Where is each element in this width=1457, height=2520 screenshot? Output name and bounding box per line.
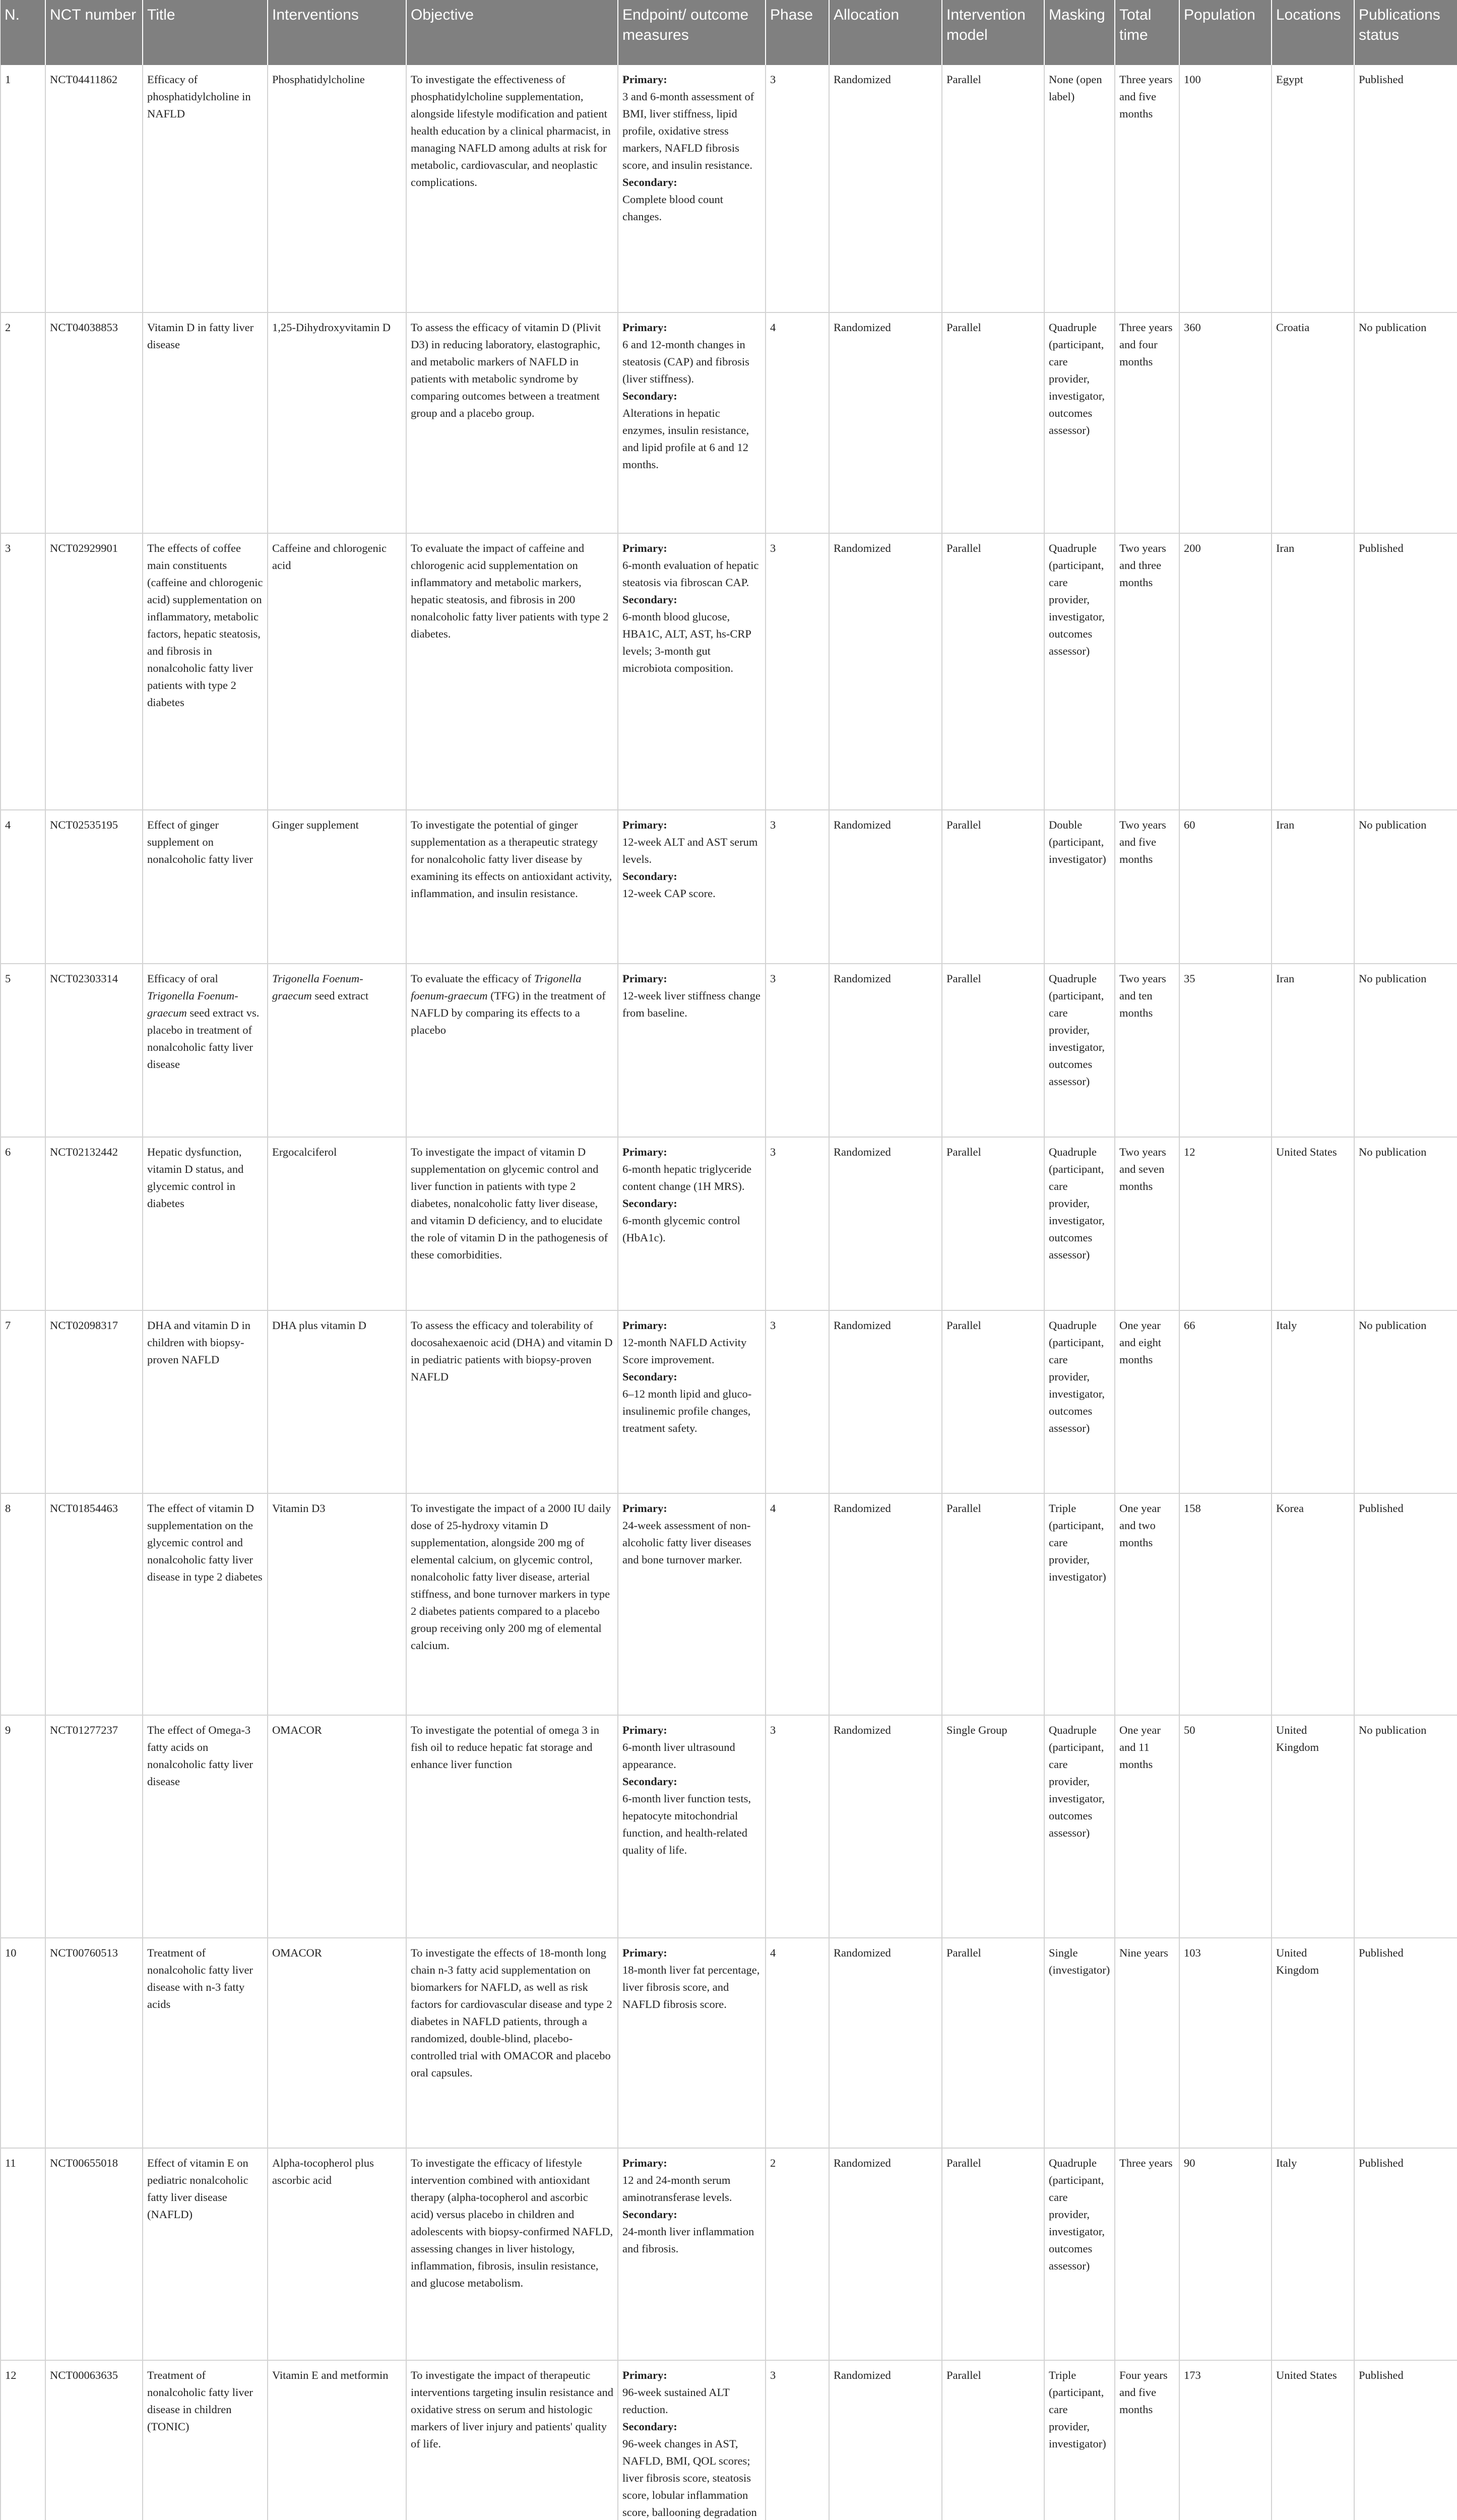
cell-title bbox=[143, 2360, 268, 2520]
cell-title bbox=[143, 2148, 268, 2360]
primary-label: Primary: bbox=[622, 1146, 667, 1158]
cell-objective bbox=[406, 1938, 618, 2148]
cell-title-segment: Hepatic dysfunction, vitamin D status, and glycemic control in diabetes bbox=[147, 1146, 244, 1210]
cell-phase: 3 bbox=[766, 1310, 829, 1493]
table-row bbox=[1, 1938, 1457, 2148]
cell-location: Italy bbox=[1272, 2148, 1354, 2360]
column-header: Objective bbox=[406, 0, 618, 65]
cell-endpoint bbox=[618, 964, 766, 1137]
column-header: NCT number bbox=[45, 0, 143, 65]
cell-intervention-model: Parallel bbox=[942, 533, 1044, 810]
cell-title-segment: Treatment of nonalcoholic fatty liver disease in children (TONIC) bbox=[147, 2369, 253, 2433]
cell-title bbox=[143, 1715, 268, 1938]
column-header: Intervention model bbox=[942, 0, 1044, 65]
cell-number: 4 bbox=[1, 810, 45, 964]
cell-interventions-segment: Vitamin D3 bbox=[272, 1502, 326, 1515]
cell-total-time: Two years and ten months bbox=[1115, 964, 1179, 1137]
cell-nct-number: NCT00063635 bbox=[45, 2360, 143, 2520]
column-header: Publications status bbox=[1354, 0, 1457, 65]
cell-location: Korea bbox=[1272, 1493, 1354, 1715]
column-header: Title bbox=[143, 0, 268, 65]
cell-nct-number: NCT04411862 bbox=[45, 65, 143, 312]
cell-intervention-model: Parallel bbox=[942, 1493, 1044, 1715]
cell-total-time: One year and two months bbox=[1115, 1493, 1179, 1715]
cell-objective bbox=[406, 65, 618, 312]
cell-allocation: Randomized bbox=[829, 1310, 942, 1493]
cell-interventions bbox=[268, 1493, 406, 1715]
cell-population: 60 bbox=[1179, 810, 1272, 964]
secondary-label: Secondary: bbox=[622, 1197, 677, 1210]
cell-masking: Triple (participant, care provider, investigator) bbox=[1044, 2360, 1115, 2520]
cell-interventions-segment: OMACOR bbox=[272, 1724, 322, 1736]
cell-objective bbox=[406, 1715, 618, 1938]
cell-phase: 3 bbox=[766, 2360, 829, 2520]
cell-interventions-segment: seed extract bbox=[311, 989, 369, 1002]
cell-phase: 3 bbox=[766, 65, 829, 312]
cell-intervention-model: Parallel bbox=[942, 1137, 1044, 1310]
cell-title-segment: Effect of vitamin E on pediatric nonalcoholic fatty liver disease (NAFLD) bbox=[147, 2157, 248, 2221]
primary-label: Primary: bbox=[622, 73, 667, 86]
primary-label: Primary: bbox=[622, 1724, 667, 1736]
cell-population: 90 bbox=[1179, 2148, 1272, 2360]
cell-allocation: Randomized bbox=[829, 65, 942, 312]
primary-measures: 6-month hepatic triglyceride content change (1H MRS). bbox=[622, 1163, 752, 1192]
cell-nct-number: NCT00760513 bbox=[45, 1938, 143, 2148]
cell-interventions-segment: OMACOR bbox=[272, 1946, 322, 1959]
cell-total-time: One year and 11 months bbox=[1115, 1715, 1179, 1938]
cell-title bbox=[143, 964, 268, 1137]
cell-title-segment: Trigonella Foenum-graecum bbox=[147, 989, 238, 1019]
primary-label: Primary: bbox=[622, 542, 667, 554]
table-row bbox=[1, 1310, 1457, 1493]
cell-publication-status: Published bbox=[1354, 1938, 1457, 2148]
primary-measures: 12-month NAFLD Activity Score improvement. bbox=[622, 1336, 747, 1366]
column-header: Population bbox=[1179, 0, 1272, 65]
cell-title-segment: The effect of Omega-3 fatty acids on nonalcoholic fatty liver disease bbox=[147, 1724, 253, 1788]
cell-publication-status: Published bbox=[1354, 65, 1457, 312]
secondary-measures: 12-week CAP score. bbox=[622, 887, 716, 900]
primary-measures: 96-week sustained ALT reduction. bbox=[622, 2386, 730, 2416]
cell-endpoint bbox=[618, 810, 766, 964]
cell-title-segment: The effects of coffee main constituents (caffeine and chlorogenic acid) supplementation on inflammatory, metabolic factors, hepatic steatosis, and fibrosis in nonalcoholic fatty liver patients with type 2 diabetes bbox=[147, 542, 263, 709]
cell-nct-number: NCT04038853 bbox=[45, 312, 143, 533]
cell-intervention-model: Single Group bbox=[942, 1715, 1044, 1938]
cell-number: 10 bbox=[1, 1938, 45, 2148]
cell-interventions bbox=[268, 2148, 406, 2360]
primary-measures: 12-week liver stiffness change from baseline. bbox=[622, 989, 761, 1019]
cell-allocation: Randomized bbox=[829, 2148, 942, 2360]
cell-objective-segment: To investigate the impact of vitamin D supplementation on glycemic control and liver function in patients with type 2 diabetes, nonalcoholic fatty liver disease, and vitamin D deficiency, and to elucidate the role of vitamin D in the pathogenesis of these comorbidities. bbox=[411, 1146, 608, 1261]
cell-interventions bbox=[268, 312, 406, 533]
cell-nct-number: NCT02098317 bbox=[45, 1310, 143, 1493]
cell-nct-number: NCT01277237 bbox=[45, 1715, 143, 1938]
cell-publication-status: Published bbox=[1354, 533, 1457, 810]
column-header: N. bbox=[1, 0, 45, 65]
secondary-label: Secondary: bbox=[622, 390, 677, 402]
secondary-measures: Alterations in hepatic enzymes, insulin resistance, and lipid profile at 6 and 12 months. bbox=[622, 407, 749, 471]
cell-interventions bbox=[268, 1715, 406, 1938]
secondary-label: Secondary: bbox=[622, 1775, 677, 1788]
cell-population: 66 bbox=[1179, 1310, 1272, 1493]
cell-interventions-segment: Ergocalciferol bbox=[272, 1146, 337, 1158]
column-header: Phase bbox=[766, 0, 829, 65]
cell-location: Croatia bbox=[1272, 312, 1354, 533]
cell-phase: 3 bbox=[766, 1715, 829, 1938]
cell-total-time: Four years and five months bbox=[1115, 2360, 1179, 2520]
table-row bbox=[1, 1137, 1457, 1310]
cell-number: 2 bbox=[1, 312, 45, 533]
table-row bbox=[1, 533, 1457, 810]
cell-location: Egypt bbox=[1272, 65, 1354, 312]
primary-measures: 24-week assessment of non-alcoholic fatty liver diseases and bone turnover marker. bbox=[622, 1519, 751, 1566]
table-row bbox=[1, 65, 1457, 312]
cell-masking: None (open label) bbox=[1044, 65, 1115, 312]
primary-measures: 12 and 24-month serum aminotransferase levels. bbox=[622, 2174, 732, 2203]
primary-measures: 6-month evaluation of hepatic steatosis via fibroscan CAP. bbox=[622, 559, 759, 589]
cell-interventions bbox=[268, 2360, 406, 2520]
cell-intervention-model: Parallel bbox=[942, 65, 1044, 312]
cell-location: Iran bbox=[1272, 810, 1354, 964]
cell-endpoint bbox=[618, 312, 766, 533]
cell-masking: Quadruple (participant, care provider, investigator, outcomes assessor) bbox=[1044, 1310, 1115, 1493]
cell-title bbox=[143, 533, 268, 810]
cell-masking: Quadruple (participant, care provider, investigator, outcomes assessor) bbox=[1044, 312, 1115, 533]
cell-number: 8 bbox=[1, 1493, 45, 1715]
cell-interventions bbox=[268, 1310, 406, 1493]
cell-objective-segment: To investigate the potential of omega 3 in fish oil to reduce hepatic fat storage and enhance liver function bbox=[411, 1724, 599, 1771]
cell-interventions bbox=[268, 1137, 406, 1310]
cell-title bbox=[143, 1493, 268, 1715]
cell-nct-number: NCT02929901 bbox=[45, 533, 143, 810]
table-row bbox=[1, 964, 1457, 1137]
secondary-measures: 6-month liver function tests, hepatocyte mitochondrial function, and health-related quality of life. bbox=[622, 1792, 751, 1856]
cell-title-segment: Treatment of nonalcoholic fatty liver disease with n-3 fatty acids bbox=[147, 1946, 253, 2010]
cell-phase: 4 bbox=[766, 1938, 829, 2148]
column-header: Masking bbox=[1044, 0, 1115, 65]
secondary-label: Secondary: bbox=[622, 2208, 677, 2221]
primary-measures: 12-week ALT and AST serum levels. bbox=[622, 836, 758, 865]
cell-title-segment: Vitamin D in fatty liver disease bbox=[147, 321, 254, 351]
cell-number: 5 bbox=[1, 964, 45, 1137]
cell-interventions bbox=[268, 810, 406, 964]
cell-allocation: Randomized bbox=[829, 1493, 942, 1715]
secondary-measures: 24-month liver inflammation and fibrosis. bbox=[622, 2225, 754, 2255]
cell-publication-status: No publication bbox=[1354, 1137, 1457, 1310]
cell-total-time: Three years and four months bbox=[1115, 312, 1179, 533]
cell-publication-status: No publication bbox=[1354, 1715, 1457, 1938]
cell-allocation: Randomized bbox=[829, 810, 942, 964]
cell-endpoint bbox=[618, 533, 766, 810]
cell-phase: 3 bbox=[766, 964, 829, 1137]
cell-allocation: Randomized bbox=[829, 533, 942, 810]
cell-nct-number: NCT01854463 bbox=[45, 1493, 143, 1715]
column-header: Allocation bbox=[829, 0, 942, 65]
cell-population: 103 bbox=[1179, 1938, 1272, 2148]
cell-objective-segment: To evaluate the efficacy of bbox=[411, 972, 534, 985]
cell-interventions-segment: Alpha-tocopherol plus ascorbic acid bbox=[272, 2157, 374, 2186]
cell-objective-segment: (TFG) in the treatment of NAFLD by comparing its effects to a placebo bbox=[411, 989, 606, 1036]
cell-number: 11 bbox=[1, 2148, 45, 2360]
cell-population: 173 bbox=[1179, 2360, 1272, 2520]
cell-nct-number: NCT02132442 bbox=[45, 1137, 143, 1310]
cell-title-segment: Efficacy of oral bbox=[147, 972, 218, 985]
cell-objective bbox=[406, 2360, 618, 2520]
primary-measures: 6 and 12-month changes in steatosis (CAP) and fibrosis (liver stiffness). bbox=[622, 338, 749, 385]
cell-objective bbox=[406, 1310, 618, 1493]
secondary-measures: 6-month blood glucose, HBA1C, ALT, AST, hs-CRP levels; 3-month gut microbiota composition. bbox=[622, 610, 751, 674]
cell-number: 3 bbox=[1, 533, 45, 810]
cell-location: United States bbox=[1272, 1137, 1354, 1310]
secondary-label: Secondary: bbox=[622, 1370, 677, 1383]
primary-label: Primary: bbox=[622, 2157, 667, 2169]
cell-location: Iran bbox=[1272, 533, 1354, 810]
cell-title bbox=[143, 312, 268, 533]
cell-objective-segment: Trigonella foenum-graecum bbox=[411, 972, 582, 1002]
secondary-label: Secondary: bbox=[622, 870, 677, 883]
table-row bbox=[1, 2148, 1457, 2360]
cell-total-time: Two years and three months bbox=[1115, 533, 1179, 810]
cell-objective-segment: To investigate the effectiveness of phosphatidylcholine supplementation, alongside lifestyle modification and patient health education by a clinical pharmacist, in managing NAFLD among adults at risk for metabolic, cardiovascular, and neoplastic complications. bbox=[411, 73, 611, 188]
cell-total-time: Two years and five months bbox=[1115, 810, 1179, 964]
cell-interventions bbox=[268, 65, 406, 312]
cell-total-time: Nine years bbox=[1115, 1938, 1179, 2148]
cell-publication-status: No publication bbox=[1354, 312, 1457, 533]
cell-objective-segment: To investigate the potential of ginger supplementation as a therapeutic strategy for nonalcoholic fatty liver disease by examining its effects on antioxidant activity, inflammation, and insulin resistance. bbox=[411, 818, 612, 900]
primary-measures: 6-month liver ultrasound appearance. bbox=[622, 1741, 735, 1771]
cell-population: 158 bbox=[1179, 1493, 1272, 1715]
cell-endpoint bbox=[618, 2148, 766, 2360]
cell-endpoint bbox=[618, 2360, 766, 2520]
table-row bbox=[1, 1493, 1457, 1715]
cell-publication-status: Published bbox=[1354, 2148, 1457, 2360]
primary-label: Primary: bbox=[622, 321, 667, 334]
cell-objective bbox=[406, 964, 618, 1137]
cell-title bbox=[143, 1938, 268, 2148]
primary-label: Primary: bbox=[622, 2369, 667, 2381]
cell-number: 9 bbox=[1, 1715, 45, 1938]
cell-objective bbox=[406, 533, 618, 810]
table-row bbox=[1, 1715, 1457, 1938]
cell-location: United Kingdom bbox=[1272, 1938, 1354, 2148]
cell-masking: Quadruple (participant, care provider, investigator, outcomes assessor) bbox=[1044, 1715, 1115, 1938]
cell-allocation: Randomized bbox=[829, 312, 942, 533]
cell-location: United States bbox=[1272, 2360, 1354, 2520]
table-row bbox=[1, 810, 1457, 964]
secondary-measures: 6-month glycemic control (HbA1c). bbox=[622, 1214, 740, 1244]
cell-population: 35 bbox=[1179, 964, 1272, 1137]
cell-objective-segment: To evaluate the impact of caffeine and chlorogenic acid supplementation on inflammatory and metabolic markers, hepatic steatosis, and fibrosis in 200 nonalcoholic fatty liver patients with type 2 diabetes. bbox=[411, 542, 609, 640]
cell-interventions bbox=[268, 533, 406, 810]
cell-interventions-segment: Caffeine and chlorogenic acid bbox=[272, 542, 387, 572]
cell-endpoint bbox=[618, 1137, 766, 1310]
cell-population: 12 bbox=[1179, 1137, 1272, 1310]
cell-population: 360 bbox=[1179, 312, 1272, 533]
cell-number: 7 bbox=[1, 1310, 45, 1493]
cell-endpoint bbox=[618, 1938, 766, 2148]
cell-endpoint bbox=[618, 65, 766, 312]
primary-measures: 18-month liver fat percentage, liver fibrosis score, and NAFLD fibrosis score. bbox=[622, 1964, 760, 2010]
cell-population: 200 bbox=[1179, 533, 1272, 810]
cell-total-time: Three years and five months bbox=[1115, 65, 1179, 312]
column-header: Locations bbox=[1272, 0, 1354, 65]
primary-label: Primary: bbox=[622, 972, 667, 985]
cell-masking: Single (investigator) bbox=[1044, 1938, 1115, 2148]
cell-location: Italy bbox=[1272, 1310, 1354, 1493]
cell-title bbox=[143, 1137, 268, 1310]
cell-masking: Triple (participant, care provider, investigator) bbox=[1044, 1493, 1115, 1715]
secondary-label: Secondary: bbox=[622, 2420, 677, 2433]
cell-title bbox=[143, 1310, 268, 1493]
cell-total-time: Two years and seven months bbox=[1115, 1137, 1179, 1310]
header-row bbox=[1, 0, 1457, 65]
cell-title-segment: seed extract vs. placebo in treatment of nonalcoholic fatty liver disease bbox=[147, 1006, 260, 1070]
cell-intervention-model: Parallel bbox=[942, 2360, 1044, 2520]
cell-nct-number: NCT02535195 bbox=[45, 810, 143, 964]
cell-total-time: One year and eight months bbox=[1115, 1310, 1179, 1493]
cell-phase: 3 bbox=[766, 810, 829, 964]
cell-interventions-segment: Phosphatidylcholine bbox=[272, 73, 365, 86]
cell-intervention-model: Parallel bbox=[942, 964, 1044, 1137]
cell-phase: 3 bbox=[766, 533, 829, 810]
cell-allocation: Randomized bbox=[829, 2360, 942, 2520]
cell-interventions bbox=[268, 964, 406, 1137]
cell-phase: 3 bbox=[766, 1137, 829, 1310]
cell-masking: Double (participant, investigator) bbox=[1044, 810, 1115, 964]
primary-measures: 3 and 6-month assessment of BMI, liver stiffness, lipid profile, oxidative stress markers, NAFLD fibrosis score, and insulin resistance. bbox=[622, 90, 754, 171]
cell-interventions-segment: Trigonella Foenum-graecum bbox=[272, 972, 363, 1002]
cell-intervention-model: Parallel bbox=[942, 1938, 1044, 2148]
cell-number: 1 bbox=[1, 65, 45, 312]
cell-number: 6 bbox=[1, 1137, 45, 1310]
cell-objective-segment: To investigate the impact of therapeutic interventions targeting insulin resistance and oxidative stress on serum and histologic markers of liver injury and patients' quality of life. bbox=[411, 2369, 613, 2450]
secondary-measures: Complete blood count changes. bbox=[622, 193, 723, 223]
cell-masking: Quadruple (participant, care provider, investigator, outcomes assessor) bbox=[1044, 1137, 1115, 1310]
secondary-measures: 6–12 month lipid and gluco-insulinemic profile changes, treatment safety. bbox=[622, 1388, 752, 1434]
cell-intervention-model: Parallel bbox=[942, 2148, 1044, 2360]
primary-label: Primary: bbox=[622, 1502, 667, 1515]
cell-number: 12 bbox=[1, 2360, 45, 2520]
cell-objective-segment: To investigate the effects of 18-month long chain n-3 fatty acid supplementation on biomarkers for NAFLD, as well as risk factors for cardiovascular disease and type 2 diabetes in NAFLD patients, through a randomized, double-blind, placebo-controlled trial with OMACOR and placebo oral capsules. bbox=[411, 1946, 612, 2079]
cell-masking: Quadruple (participant, care provider, investigator, outcomes assessor) bbox=[1044, 2148, 1115, 2360]
cell-objective bbox=[406, 312, 618, 533]
cell-title-segment: Efficacy of phosphatidylcholine in NAFLD bbox=[147, 73, 251, 120]
cell-phase: 4 bbox=[766, 1493, 829, 1715]
column-header: Total time bbox=[1115, 0, 1179, 65]
cell-objective-segment: To investigate the impact of a 2000 IU daily dose of 25-hydroxy vitamin D supplementation, alongside 200 mg of elemental calcium, on glycemic control, nonalcoholic fatty liver disease, arterial stiffness, and bone turnover markers in type 2 diabetes patients compared to a placebo group receiving only 200 mg of elemental calcium. bbox=[411, 1502, 611, 1652]
secondary-label: Secondary: bbox=[622, 176, 677, 188]
primary-label: Primary: bbox=[622, 1946, 667, 1959]
table-row bbox=[1, 2360, 1457, 2520]
cell-publication-status: No publication bbox=[1354, 810, 1457, 964]
cell-objective-segment: To assess the efficacy of vitamin D (Plivit D3) in reducing laboratory, elastographic, and metabolic markers of NAFLD in patients with metabolic syndrome by comparing outcomes between a treatment group and a placebo group. bbox=[411, 321, 601, 419]
cell-masking: Quadruple (participant, care provider, investigator, outcomes assessor) bbox=[1044, 533, 1115, 810]
cell-phase: 4 bbox=[766, 312, 829, 533]
cell-endpoint bbox=[618, 1310, 766, 1493]
cell-population: 100 bbox=[1179, 65, 1272, 312]
table-body bbox=[1, 65, 1457, 2520]
cell-objective bbox=[406, 2148, 618, 2360]
primary-label: Primary: bbox=[622, 1319, 667, 1332]
cell-location: Iran bbox=[1272, 964, 1354, 1137]
cell-allocation: Randomized bbox=[829, 964, 942, 1137]
cell-total-time: Three years bbox=[1115, 2148, 1179, 2360]
cell-endpoint bbox=[618, 1493, 766, 1715]
cell-masking: Quadruple (participant, care provider, investigator, outcomes assessor) bbox=[1044, 964, 1115, 1137]
cell-interventions bbox=[268, 1938, 406, 2148]
cell-title-segment: The effect of vitamin D supplementation on the glycemic control and nonalcoholic fatty liver disease in type 2 diabetes bbox=[147, 1502, 263, 1583]
cell-publication-status: No publication bbox=[1354, 964, 1457, 1137]
cell-publication-status: No publication bbox=[1354, 1310, 1457, 1493]
cell-population: 50 bbox=[1179, 1715, 1272, 1938]
cell-location: United Kingdom bbox=[1272, 1715, 1354, 1938]
cell-interventions-segment: DHA plus vitamin D bbox=[272, 1319, 366, 1332]
table-row bbox=[1, 312, 1457, 533]
cell-interventions-segment: Ginger supplement bbox=[272, 818, 359, 831]
primary-label: Primary: bbox=[622, 818, 667, 831]
cell-allocation: Randomized bbox=[829, 1938, 942, 2148]
cell-intervention-model: Parallel bbox=[942, 1310, 1044, 1493]
cell-objective-segment: To investigate the efficacy of lifestyle intervention combined with antioxidant therapy (alpha-tocopherol and ascorbic acid) versus placebo in children and adolescents with biopsy-confirmed NAFLD, assessing changes in liver histology, inflammation, fibrosis, insulin resistance, and glucose metabolism. bbox=[411, 2157, 613, 2289]
column-header: Endpoint/ outcome measures bbox=[618, 0, 766, 65]
cell-allocation: Randomized bbox=[829, 1137, 942, 1310]
cell-objective bbox=[406, 1493, 618, 1715]
cell-title bbox=[143, 65, 268, 312]
cell-publication-status: Published bbox=[1354, 2360, 1457, 2520]
cell-nct-number: NCT02303314 bbox=[45, 964, 143, 1137]
cell-interventions-segment: Vitamin E and metformin bbox=[272, 2369, 389, 2381]
cell-title-segment: DHA and vitamin D in children with biopsy-proven NAFLD bbox=[147, 1319, 250, 1366]
cell-allocation: Randomized bbox=[829, 1715, 942, 1938]
cell-title bbox=[143, 810, 268, 964]
cell-objective bbox=[406, 1137, 618, 1310]
cell-objective-segment: To assess the efficacy and tolerability of docosahexaenoic acid (DHA) and vitamin D in pediatric patients with biopsy-proven NAFLD bbox=[411, 1319, 613, 1383]
column-header: Interventions bbox=[268, 0, 406, 65]
cell-objective bbox=[406, 810, 618, 964]
secondary-label: Secondary: bbox=[622, 593, 677, 606]
cell-publication-status: Published bbox=[1354, 1493, 1457, 1715]
cell-interventions-segment: 1,25-Dihydroxyvitamin D bbox=[272, 321, 391, 334]
cell-phase: 2 bbox=[766, 2148, 829, 2360]
cell-endpoint bbox=[618, 1715, 766, 1938]
cell-title-segment: Effect of ginger supplement on nonalcoholic fatty liver bbox=[147, 818, 253, 865]
secondary-measures: 96-week changes in AST, NAFLD, BMI, QOL scores; liver fibrosis score, steatosis score, lobular inflammation score, ballooning degradation bbox=[622, 2437, 757, 2518]
cell-nct-number: NCT00655018 bbox=[45, 2148, 143, 2360]
cell-intervention-model: Parallel bbox=[942, 810, 1044, 964]
cell-intervention-model: Parallel bbox=[942, 312, 1044, 533]
